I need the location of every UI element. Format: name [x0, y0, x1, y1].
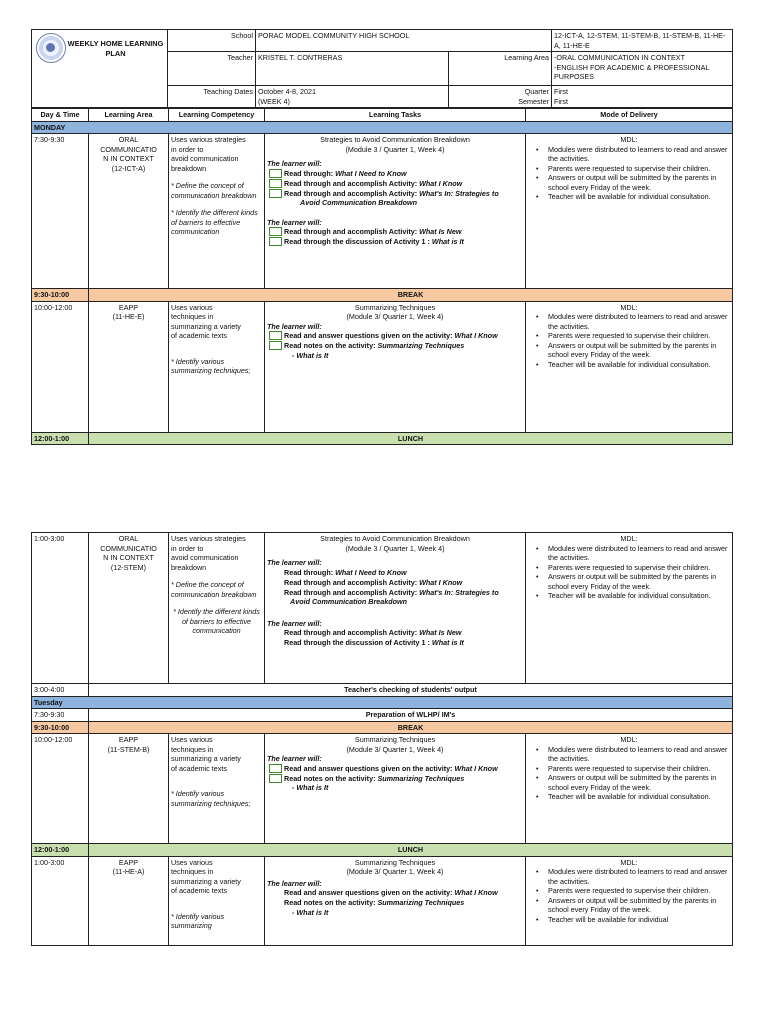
break-row: BREAK: [89, 721, 733, 734]
learning-area-cell: [89, 734, 169, 844]
mdl-title: MDL:: [620, 857, 638, 867]
mdl-item: • Modules were distributed to learners to read and answer the activities.: [548, 867, 730, 886]
learner-label: The learner will:: [267, 558, 322, 567]
time-cell: 9:30-10:00: [32, 721, 89, 734]
task-item: Read through and accomplish Activity: What's In: Strategies to Avoid Communication Breakdown: [267, 189, 523, 208]
col-day-time: Day & Time: [32, 109, 89, 122]
competency-text: Uses various: [171, 735, 213, 744]
time-cell: 3:00-4:00: [32, 684, 89, 697]
deped-seal-icon: [36, 33, 66, 63]
competency-text: summarizing a variety: [171, 876, 241, 886]
lesson-title: Strategies to Avoid Communication Breakdown: [320, 534, 470, 543]
mdl-item: • Modules were distributed to learners to read and answer the activities.: [548, 312, 730, 331]
mdl-title: MDL:: [620, 534, 638, 543]
area-text: (11-HE-A): [112, 867, 145, 876]
learner-label: The learner will:: [267, 618, 322, 628]
checkbox-icon[interactable]: [269, 179, 282, 188]
checking-row: Teacher's checking of students' output: [89, 684, 733, 697]
time-cell: 1:00-3:00: [32, 533, 89, 684]
mdl-list: [528, 312, 730, 369]
tasks-cell: [265, 301, 526, 432]
objective-text: * Define the concept of communication breakdown: [171, 580, 257, 599]
quarter-semester-values: [552, 86, 733, 108]
competency-text: avoid communication: [171, 553, 239, 562]
area-text: EAPP: [118, 857, 139, 867]
competency-text: avoid communication: [171, 154, 239, 163]
quarter-semester-labels: [449, 86, 552, 108]
learner-label: The learner will:: [267, 878, 322, 888]
break-row: BREAK: [89, 289, 733, 302]
mdl-title: MDL:: [620, 135, 638, 144]
delivery-cell: [526, 533, 733, 684]
learner-label: The learner will:: [267, 754, 322, 763]
mdl-item: • Parents were requested to supervise their children.: [548, 331, 730, 341]
task-item: Read and answer questions given on the activity: What I Know: [284, 888, 498, 897]
mdl-list: [528, 867, 730, 924]
competency-text: Uses various strategies: [171, 534, 246, 543]
learner-label: The learner will:: [267, 321, 322, 331]
school-value: PORAC MODEL COMMUNITY HIGH SCHOOL: [256, 30, 552, 52]
tasks-cell: [265, 856, 526, 945]
objective-text: * Identify various summarizing techniques;: [171, 356, 251, 375]
learning-area-cell: [89, 134, 169, 289]
mdl-list: [528, 145, 730, 202]
mdl-item: • Teacher will be available for individual: [548, 915, 730, 925]
learner-label: The learner will:: [267, 217, 322, 227]
col-learning-tasks: Learning Tasks: [265, 109, 526, 122]
schedule-table-1: [31, 108, 733, 445]
lesson-title: Summarizing Techniques: [354, 735, 436, 744]
day-monday: MONDAY: [32, 121, 733, 134]
competency-text: techniques in: [171, 867, 214, 876]
task-item: Read through and accomplish Activity: What's In: Strategies to Avoid Communication Breakdown: [284, 587, 499, 606]
task-item: Read through and accomplish Activity: What Is New: [284, 628, 462, 637]
mdl-item: • Answers or output will be submitted by the parents in school every Friday of the week.: [548, 773, 730, 792]
competency-text: in order to: [171, 543, 204, 553]
grade-value-text: 12-ICT-A, 12-STEM, 11-STEM-B, 11-STEM-B, 11-HE-A, 11-HE-E: [554, 31, 726, 50]
area-line-2: -ENGLISH FOR ACADEMIC & PROFESSIONAL PURPOSES: [554, 62, 710, 81]
mdl-item: • Teacher will be available for individual consultation.: [548, 360, 730, 370]
lunch-row: LUNCH: [89, 432, 733, 445]
area-line-1: -ORAL COMMUNICATION IN CONTEXT: [554, 53, 685, 62]
task-item: Read notes on the activity: Summarizing Techniques - What is It: [284, 898, 465, 917]
competency-text: Uses various: [171, 857, 213, 867]
mdl-item: • Answers or output will be submitted by the parents in school every Friday of the week.: [548, 173, 730, 192]
quarter-value: First: [554, 87, 568, 96]
competency-cell: [169, 856, 265, 945]
area-label: Learning Area: [449, 52, 552, 86]
mdl-item: • Answers or output will be submitted by the parents in school every Friday of the week.: [548, 341, 730, 360]
competency-cell: [169, 301, 265, 432]
area-text: ORAL: [118, 534, 139, 543]
task-item: Read through and accomplish Activity: What I Know: [267, 179, 523, 189]
preparation-row: Preparation of WLHP/ IM's: [89, 709, 733, 722]
competency-text: Uses various strategies: [171, 135, 246, 144]
mdl-item: • Modules were distributed to learners to read and answer the activities.: [548, 544, 730, 563]
task-item: Read and answer questions given on the activity: What I Know: [267, 764, 523, 774]
tasks-cell: [265, 533, 526, 684]
module-text: (Module 3/ Quarter 1, Week 4): [346, 744, 444, 754]
learning-area-cell: [89, 533, 169, 684]
task-item: Read through the discussion of Activity 1 : What is It: [284, 638, 464, 647]
mdl-item: • Modules were distributed to learners to read and answer the activities.: [548, 745, 730, 764]
area-text: (12-ICT-A): [111, 163, 146, 173]
mdl-item: • Teacher will be available for individual consultation.: [548, 591, 730, 601]
time-cell: 1:00-3:00: [32, 856, 89, 945]
competency-text: of academic texts: [171, 763, 227, 773]
area-text: COMMUNICATIO: [100, 144, 157, 154]
dates-line-2: (WEEK 4): [258, 96, 290, 106]
mdl-item: • Teacher will be available for individual consultation.: [548, 792, 730, 802]
mdl-list: [528, 745, 730, 802]
mdl-title: MDL:: [620, 735, 638, 744]
competency-text: techniques in: [171, 312, 214, 321]
checkbox-icon[interactable]: [269, 774, 282, 783]
mdl-item: • Parents were requested to supervise their children.: [548, 164, 730, 174]
col-learning-competency: Learning Competency: [169, 109, 265, 122]
area-text: ORAL: [118, 135, 139, 144]
dates-label: Teaching Dates: [168, 86, 256, 108]
competency-text: Uses various: [171, 302, 213, 312]
competency-text: of academic texts: [171, 886, 227, 895]
grade-cell: [552, 30, 733, 52]
mdl-item: • Answers or output will be submitted by the parents in school every Friday of the week.: [548, 896, 730, 915]
dates-value: [256, 86, 449, 108]
time-cell: 12:00-1:00: [32, 844, 89, 857]
checkbox-icon[interactable]: [269, 189, 282, 198]
objective-text: * Identify the different kinds of barriers to effective communication: [173, 607, 260, 635]
semester-value: First: [554, 96, 568, 106]
module-text: (Module 3 / Quarter 1, Week 4): [345, 144, 445, 154]
checkbox-icon[interactable]: [269, 341, 282, 350]
competency-text: techniques in: [171, 744, 214, 754]
teacher-label: Teacher: [168, 52, 256, 86]
module-text: (Module 3 / Quarter 1, Week 4): [345, 543, 445, 553]
task-item: Read notes on the activity: Summarizing Techniques - What is It: [267, 341, 523, 360]
task-item: Read through the discussion of Activity 1 : What is It: [267, 237, 523, 247]
area-text: EAPP: [118, 302, 139, 312]
learning-area-cell: [89, 856, 169, 945]
plan-title: WEEKLY HOME LEARNING PLAN: [67, 39, 164, 58]
checkbox-icon[interactable]: [269, 237, 282, 246]
task-item: Read through: What I Need to Know: [267, 169, 523, 179]
delivery-cell: [526, 734, 733, 844]
task-item: Read notes on the activity: Summarizing Techniques - What is It: [267, 774, 523, 793]
mdl-item: • Parents were requested to supervise their children.: [548, 764, 730, 774]
checkbox-icon[interactable]: [269, 169, 282, 178]
competency-text: in order to: [171, 144, 204, 154]
time-cell: 7:30-9:30: [32, 134, 89, 289]
time-cell: 12:00-1:00: [32, 432, 89, 445]
day-tuesday: Tuesday: [32, 696, 733, 709]
quarter-label: Quarter: [524, 87, 550, 96]
competency-text: of academic texts: [171, 331, 227, 340]
delivery-cell: [526, 301, 733, 432]
objective-text: * Identify the different kinds of barriers to effective communication: [171, 208, 258, 236]
checkbox-icon[interactable]: [269, 227, 282, 236]
lesson-title: Summarizing Techniques: [354, 302, 436, 312]
col-learning-area: Learning Area: [89, 109, 169, 122]
objective-text: * Define the concept of communication breakdown: [171, 181, 257, 200]
competency-cell: [169, 134, 265, 289]
tasks-cell: [265, 134, 526, 289]
header-table: [31, 29, 733, 108]
task-item: Read through and accomplish Activity: What I Know: [284, 577, 463, 587]
objective-text: * Identify various summarizing: [171, 911, 225, 930]
time-cell: 7:30-9:30: [32, 709, 89, 722]
mdl-item: • Teacher will be available for individual consultation.: [548, 192, 730, 202]
schedule-table-2: [31, 532, 733, 946]
area-text: N IN CONTEXT: [103, 553, 154, 562]
mdl-item: • Parents were requested to supervise their children.: [548, 563, 730, 573]
checkbox-icon[interactable]: [269, 764, 282, 773]
task-item: Read through and accomplish Activity: What Is New: [267, 227, 523, 237]
competency-cell: [169, 734, 265, 844]
area-text: (11-STEM-B): [107, 744, 150, 754]
mdl-list: [528, 544, 730, 601]
dates-line-1: October 4-8, 2021: [258, 87, 316, 96]
lunch-row: LUNCH: [89, 844, 733, 857]
delivery-cell: [526, 856, 733, 945]
learning-area-cell: [89, 301, 169, 432]
time-cell: 9:30-10:00: [32, 289, 89, 302]
task-item: Read through: What I Need to Know: [284, 567, 407, 577]
area-value: [552, 52, 733, 86]
area-text: (11-HE-E): [112, 312, 145, 321]
time-cell: 10:00-12:00: [32, 301, 89, 432]
semester-label: Semester: [518, 96, 550, 106]
objective-text: * Identify various summarizing techniques;: [171, 789, 251, 808]
competency-text: breakdown: [171, 562, 207, 572]
module-text: (Module 3/ Quarter 1, Week 4): [346, 867, 444, 876]
mdl-item: • Answers or output will be submitted by the parents in school every Friday of the week.: [548, 572, 730, 591]
logo-cell: [32, 30, 168, 108]
area-text: COMMUNICATIO: [100, 543, 157, 553]
col-mode-of-delivery: Mode of Delivery: [526, 109, 733, 122]
lesson-title: Strategies to Avoid Communication Breakdown: [320, 135, 470, 144]
area-text: EAPP: [118, 735, 139, 744]
competency-text: summarizing a variety: [171, 754, 241, 763]
learner-label: The learner will:: [267, 159, 322, 168]
mdl-item: • Parents were requested to supervise their children.: [548, 886, 730, 896]
area-text: N IN CONTEXT: [103, 154, 154, 163]
lesson-title: Summarizing Techniques: [354, 857, 436, 867]
tasks-cell: [265, 734, 526, 844]
task-item: Read and answer questions given on the activity: What I Know: [267, 331, 523, 341]
mdl-title: MDL:: [620, 302, 638, 312]
competency-cell: [169, 533, 265, 684]
checkbox-icon[interactable]: [269, 331, 282, 340]
module-text: (Module 3/ Quarter 1, Week 4): [346, 312, 444, 321]
mdl-item: • Modules were distributed to learners to read and answer the activities.: [548, 145, 730, 164]
teacher-value: KRISTEL T. CONTRERAS: [256, 52, 449, 86]
competency-text: summarizing a variety: [171, 321, 241, 331]
competency-text: breakdown: [171, 163, 207, 173]
school-label: School: [168, 30, 256, 52]
time-cell: 10:00-12:00: [32, 734, 89, 844]
delivery-cell: [526, 134, 733, 289]
area-text: (12-STEM): [110, 562, 147, 572]
